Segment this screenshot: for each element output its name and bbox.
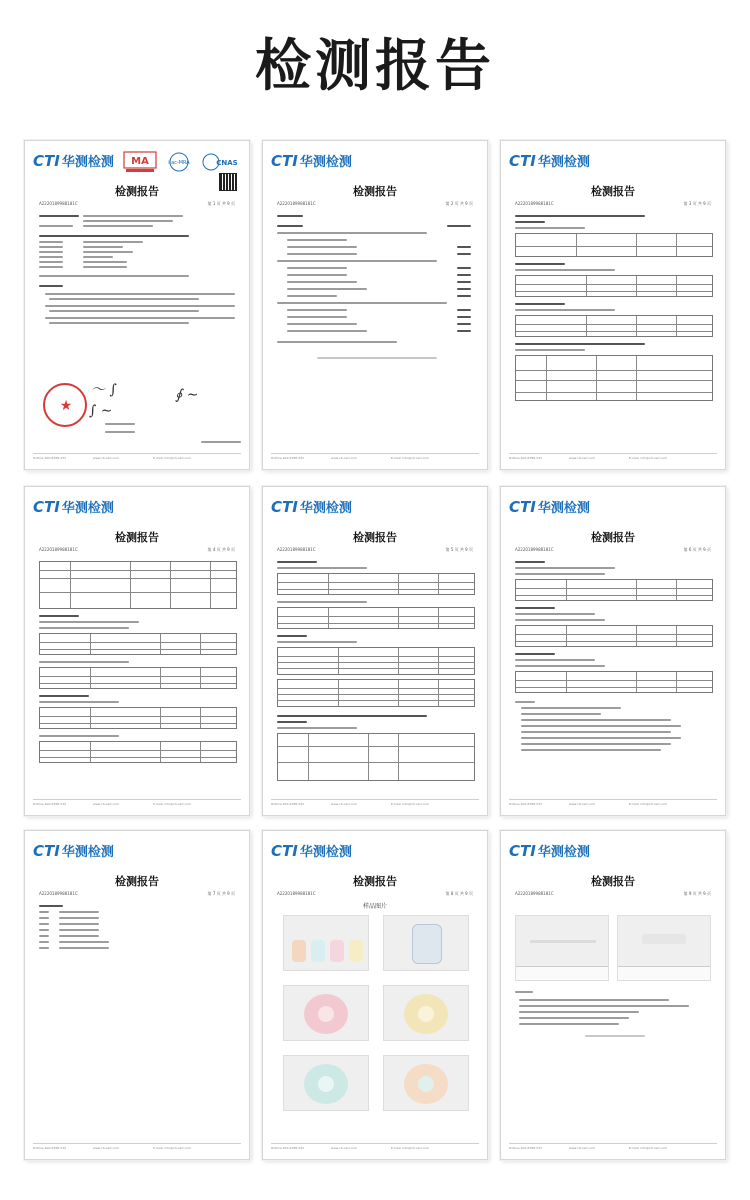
cma-mark-icon — [123, 151, 157, 173]
report-page-6[interactable] — [500, 486, 726, 816]
logo-cti-text: CTI — [33, 498, 60, 516]
report-footer — [33, 799, 241, 807]
report-footer — [271, 1143, 479, 1151]
report-page-5[interactable] — [262, 486, 488, 816]
footer-web: www.cti-cert.com — [93, 456, 120, 460]
report-title: 检测报告 — [353, 185, 397, 198]
footer-hotline: Hotline 400-6788-333 — [33, 1146, 66, 1150]
result-table — [277, 679, 475, 707]
report-title: 检测报告 — [353, 531, 397, 544]
sample-photo — [283, 1055, 369, 1111]
result-table — [39, 741, 237, 763]
result-table — [39, 633, 237, 655]
logo-cn-text: 华测检测 — [537, 845, 590, 860]
report-header — [509, 841, 717, 859]
cnas-mark-icon — [201, 151, 241, 173]
logo-cti-text: CTI — [271, 152, 298, 170]
footer-web: www.cti-cert.com — [569, 456, 596, 460]
signature-1: 〜 ∫ — [91, 382, 117, 398]
result-table — [515, 579, 713, 601]
report-grid — [0, 140, 750, 1200]
report-header — [33, 151, 241, 169]
footer-hotline: Hotline 400-6788-333 — [33, 456, 66, 460]
report-body — [277, 561, 473, 793]
result-table — [515, 625, 713, 647]
result-table — [515, 233, 713, 257]
logo-cti-text: CTI — [509, 152, 536, 170]
result-table — [39, 707, 237, 729]
cti-logo — [271, 497, 352, 515]
report-number: A2220189988181C — [39, 891, 78, 896]
report-footer — [509, 799, 717, 807]
signature-2: ∮ ∼ — [175, 387, 199, 403]
page-number: 第 2 页 共 9 页 — [445, 201, 473, 206]
report-body — [277, 215, 473, 447]
sample-photo — [515, 915, 609, 981]
report-page-8[interactable] — [262, 830, 488, 1160]
report-body — [515, 991, 711, 1137]
result-table — [515, 275, 713, 297]
footer-web: www.cti-cert.com — [569, 1146, 596, 1150]
report-meta — [39, 547, 235, 555]
footer-email: E-mail: info@cti-cert.com — [153, 802, 192, 806]
report-body — [515, 561, 711, 793]
footer-hotline: Hotline 400-6788-333 — [509, 802, 542, 806]
footer-email: E-mail: info@cti-cert.com — [153, 456, 192, 460]
report-header — [509, 497, 717, 515]
cti-logo — [33, 497, 114, 515]
report-header — [271, 841, 479, 859]
logo-cti-text: CTI — [271, 842, 298, 860]
report-meta — [39, 201, 235, 209]
report-header — [509, 151, 717, 169]
result-table — [515, 671, 713, 693]
svg-text:MA: MA — [131, 156, 149, 167]
footer-email: E-mail: info@cti-cert.com — [153, 1146, 192, 1150]
sample-photo-heading: 样品图片 — [362, 903, 387, 910]
cti-logo — [271, 841, 352, 859]
sample-photo — [383, 1055, 469, 1111]
logo-cn-text: 华测检测 — [537, 155, 590, 170]
footer-web: www.cti-cert.com — [331, 1146, 358, 1150]
cti-logo — [33, 151, 114, 169]
footer-hotline: Hotline 400-6788-333 — [33, 802, 66, 806]
report-footer — [271, 453, 479, 461]
footer-web: www.cti-cert.com — [331, 456, 358, 460]
svg-text:CNAS: CNAS — [216, 159, 238, 167]
report-body — [39, 561, 235, 793]
report-header — [33, 497, 241, 515]
page-number: 第 5 页 共 9 页 — [445, 547, 473, 552]
report-title: 检测报告 — [591, 531, 635, 544]
report-number: A2220189988181C — [515, 547, 554, 552]
report-title: 检测报告 — [353, 875, 397, 888]
result-table — [515, 355, 713, 401]
sample-photo — [617, 915, 711, 981]
result-table — [277, 733, 475, 781]
report-number: A2220189988181C — [515, 891, 554, 896]
cti-logo — [509, 151, 590, 169]
page-number: 第 6 页 共 9 页 — [683, 547, 711, 552]
report-meta — [515, 891, 711, 899]
report-number: A2220189988181C — [277, 891, 316, 896]
certification-marks — [123, 151, 241, 173]
sample-photo — [283, 915, 369, 971]
logo-cti-text: CTI — [271, 498, 298, 516]
report-page-4[interactable] — [24, 486, 250, 816]
page-number: 第 7 页 共 9 页 — [207, 891, 235, 896]
report-body — [39, 905, 235, 1137]
page-title: 检测报告 — [255, 34, 495, 99]
result-table — [39, 561, 237, 609]
page-number: 第 3 页 共 9 页 — [683, 201, 711, 206]
page-number: 第 8 页 共 9 页 — [445, 891, 473, 896]
footer-web: www.cti-cert.com — [569, 802, 596, 806]
seal-star-icon: ★ — [59, 398, 73, 414]
report-footer — [271, 799, 479, 807]
page-number: 第 4 页 共 9 页 — [207, 547, 235, 552]
report-page-2[interactable] — [262, 140, 488, 470]
report-footer — [509, 1143, 717, 1151]
footer-web: www.cti-cert.com — [93, 1146, 120, 1150]
report-title: 检测报告 — [115, 531, 159, 544]
report-title: 检测报告 — [591, 185, 635, 198]
logo-cn-text: 华测检测 — [299, 155, 352, 170]
cti-logo — [33, 841, 114, 859]
result-table — [39, 667, 237, 689]
footer-hotline: Hotline 400-6788-333 — [509, 1146, 542, 1150]
report-number: A2220189988181C — [277, 201, 316, 206]
report-header — [271, 497, 479, 515]
report-number: A2220189988181C — [39, 547, 78, 552]
logo-cn-text: 华测检测 — [61, 845, 114, 860]
logo-cn-text: 华测检测 — [537, 501, 590, 516]
logo-cti-text: CTI — [33, 152, 60, 170]
footer-email: E-mail: info@cti-cert.com — [391, 1146, 430, 1150]
page-number: 第 1 页 共 9 页 — [207, 201, 235, 206]
report-meta — [277, 547, 473, 555]
report-footer — [509, 453, 717, 461]
report-title: 检测报告 — [115, 875, 159, 888]
report-page-1[interactable] — [24, 140, 250, 470]
footer-web: www.cti-cert.com — [93, 802, 120, 806]
ilac-mark-icon — [161, 151, 197, 173]
svg-text:ilac-MRA: ilac-MRA — [168, 160, 190, 166]
report-footer — [33, 453, 241, 461]
sample-photo — [383, 915, 469, 971]
page-number: 第 9 页 共 9 页 — [683, 891, 711, 896]
logo-cn-text: 华测检测 — [299, 501, 352, 516]
report-page-9[interactable] — [500, 830, 726, 1160]
report-meta — [277, 891, 473, 899]
cti-logo — [509, 497, 590, 515]
report-header — [271, 151, 479, 169]
red-seal-stamp — [43, 383, 87, 427]
signature-3: ∫ ∼ — [89, 403, 113, 419]
footer-email: E-mail: info@cti-cert.com — [391, 456, 430, 460]
footer-hotline: Hotline 400-6788-333 — [271, 456, 304, 460]
footer-email: E-mail: info@cti-cert.com — [629, 802, 668, 806]
footer-hotline: Hotline 400-6788-333 — [509, 456, 542, 460]
report-meta — [515, 547, 711, 555]
report-page-3[interactable] — [500, 140, 726, 470]
report-meta — [277, 201, 473, 209]
result-table — [277, 573, 475, 595]
footer-email: E-mail: info@cti-cert.com — [629, 1146, 668, 1150]
report-meta — [515, 201, 711, 209]
cti-logo — [271, 151, 352, 169]
logo-cn-text: 华测检测 — [61, 155, 114, 170]
footer-hotline: Hotline 400-6788-333 — [271, 1146, 304, 1150]
report-title: 检测报告 — [591, 875, 635, 888]
sample-photo — [283, 985, 369, 1041]
report-footer — [33, 1143, 241, 1151]
footer-web: www.cti-cert.com — [331, 802, 358, 806]
report-body — [515, 215, 711, 447]
cti-logo — [509, 841, 590, 859]
result-table — [277, 607, 475, 629]
result-table — [515, 315, 713, 337]
footer-email: E-mail: info@cti-cert.com — [629, 456, 668, 460]
report-page-7[interactable] — [24, 830, 250, 1160]
report-header — [33, 841, 241, 859]
report-number: A2220189988181C — [39, 201, 78, 206]
logo-cti-text: CTI — [509, 498, 536, 516]
report-number: A2220189988181C — [515, 201, 554, 206]
result-table — [277, 647, 475, 675]
footer-hotline: Hotline 400-6788-333 — [271, 802, 304, 806]
logo-cti-text: CTI — [509, 842, 536, 860]
logo-cti-text: CTI — [33, 842, 60, 860]
logo-cn-text: 华测检测 — [299, 845, 352, 860]
report-title: 检测报告 — [115, 185, 159, 198]
footer-email: E-mail: info@cti-cert.com — [391, 802, 430, 806]
sample-photo — [383, 985, 469, 1041]
logo-cn-text: 华测检测 — [61, 501, 114, 516]
report-number: A2220189988181C — [277, 547, 316, 552]
report-meta — [39, 891, 235, 899]
